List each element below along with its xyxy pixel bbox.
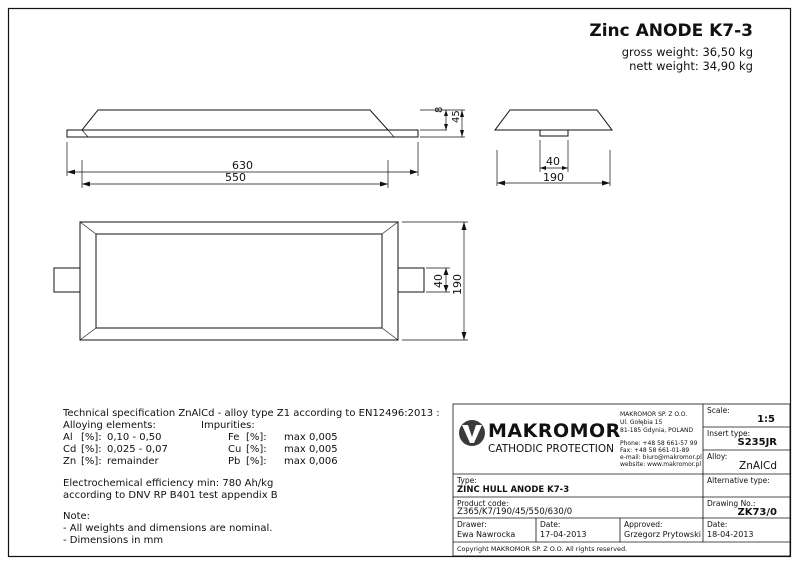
- date-label-1: Date:: [540, 520, 561, 529]
- product-code-label: Product code:: [457, 499, 509, 508]
- element-symbol: Cu: [228, 444, 242, 455]
- copyright: Copyright MAKROMOR SP. Z O.O. All rights reserved.: [457, 545, 628, 553]
- dim-8: 8: [434, 106, 445, 113]
- insert-value: S235JR: [737, 437, 777, 448]
- gross-weight: gross weight: 36,50 kg: [621, 45, 753, 59]
- alloying-header: Alloying elements:: [63, 420, 156, 431]
- unit: [%]:: [246, 444, 267, 455]
- side-view: [67, 110, 418, 137]
- value: 0,025 - 0,07: [107, 444, 168, 455]
- type-label: Type:: [457, 476, 477, 485]
- date-value-2: 18-04-2013: [707, 530, 754, 539]
- company-phone: Phone: +48 58 661-57 99: [620, 440, 698, 447]
- alt-type-label: Alternative type:: [707, 476, 770, 485]
- insert-label: Insert type:: [707, 429, 751, 438]
- makromor-logo-icon: [459, 420, 485, 446]
- spec-line: Technical specification ZnAlCd - alloy type Z1 according to EN12496:2013 :: [63, 408, 440, 419]
- impurity-row-fe: [228, 432, 338, 444]
- end-view: [495, 110, 612, 136]
- drawer-label: Drawer:: [457, 520, 487, 529]
- element-symbol: Zn: [63, 456, 77, 467]
- value: max 0,006: [284, 456, 338, 467]
- unit: [%]:: [246, 432, 267, 443]
- note-title: Note:: [63, 511, 91, 522]
- brand-subtitle: CATHODIC PROTECTION: [488, 443, 615, 455]
- alloy-value: ZnAlCd: [739, 460, 777, 472]
- alloy-label: Alloy:: [707, 452, 728, 461]
- value: 0,10 - 0,50: [107, 432, 162, 443]
- drawing-title: Zinc ANODE K7-3: [589, 21, 753, 41]
- dim-630: 630: [232, 159, 253, 172]
- approved-value: Grzegorz Prytowski: [624, 530, 701, 539]
- company-street: Ul. Gołębia 15: [620, 419, 663, 426]
- note-line-1: - All weights and dimensions are nominal.: [63, 523, 273, 534]
- drawing-no-value: ZK73/0: [737, 507, 777, 518]
- impurity-row-pb: [228, 456, 338, 468]
- alloy-row-al: [63, 432, 162, 444]
- dim-190-plan: 190: [451, 274, 464, 295]
- efficiency-line-1: Electrochemical efficiency min: 780 Ah/kg: [63, 478, 274, 489]
- approved-label: Approved:: [624, 520, 663, 529]
- note-line-2: - Dimensions in mm: [63, 535, 164, 546]
- scale-label: Scale:: [707, 406, 730, 415]
- impurity-row-cu: [228, 444, 338, 456]
- drawer-value: Ewa Nawrocka: [457, 530, 516, 539]
- company-website: website: www.makromor.pl: [620, 461, 702, 468]
- dim-40-end: 40: [546, 155, 560, 168]
- alloy-row-cd: [63, 444, 168, 456]
- company-city: 81-185 Gdynia, POLAND: [620, 427, 694, 434]
- dim-45: 45: [451, 110, 462, 123]
- scale-value: 1:5: [757, 414, 775, 425]
- element-symbol: Cd: [63, 444, 77, 455]
- brand-name: MAKROMOR: [488, 420, 621, 442]
- company-fax: Fax: +48 58 661-01-89: [620, 447, 690, 454]
- dim-40-plan: 40: [432, 274, 445, 288]
- unit: [%]:: [246, 456, 267, 467]
- element-symbol: Pb: [228, 456, 241, 467]
- company-name: MAKROMOR SP. Z O.O.: [620, 411, 688, 418]
- product-code-value: Z365/K7/190/45/550/630/0: [457, 507, 573, 517]
- element-symbol: Al: [63, 432, 73, 443]
- unit: [%]:: [81, 456, 102, 467]
- efficiency-line-2: according to DNV RP B401 test appendix B: [63, 490, 278, 501]
- date-value-1: 17-04-2013: [540, 530, 587, 539]
- plan-view: [54, 222, 424, 340]
- dim-190-end: 190: [543, 171, 564, 184]
- type-value: ZINC HULL ANODE K7-3: [457, 485, 570, 495]
- value: max 0,005: [284, 444, 338, 455]
- value: max 0,005: [284, 432, 338, 443]
- drawing-no-label: Drawing No.:: [707, 499, 756, 508]
- dim-550: 550: [225, 171, 246, 184]
- value: remainder: [107, 456, 159, 467]
- date-label-2: Date:: [707, 520, 728, 529]
- company-email: e-mail: biuro@makromor.pl: [620, 454, 702, 461]
- unit: [%]:: [81, 432, 102, 443]
- element-symbol: Fe: [228, 432, 240, 443]
- nett-weight: nett weight: 34,90 kg: [629, 59, 753, 73]
- alloy-row-zn: [63, 456, 159, 468]
- unit: [%]:: [81, 444, 102, 455]
- impurities-header: Impurities:: [201, 420, 255, 431]
